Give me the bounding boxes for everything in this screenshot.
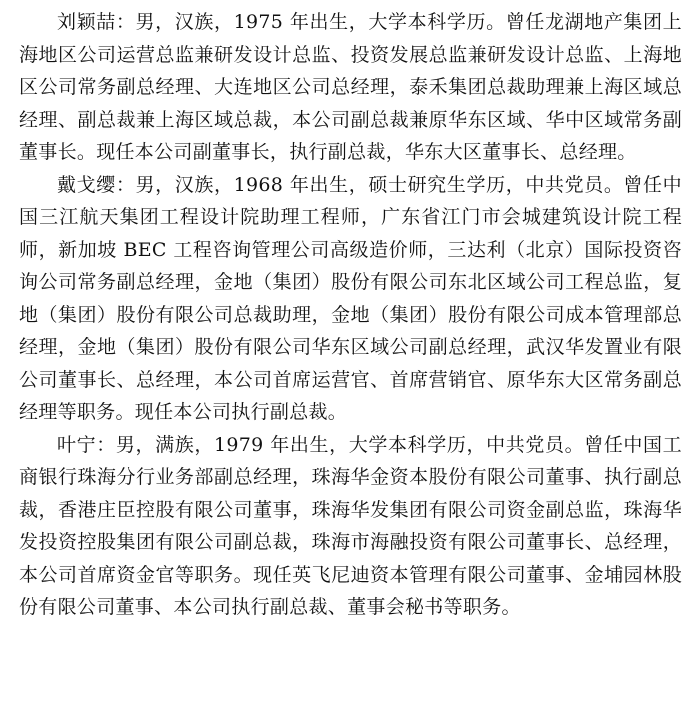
bio-paragraph-dai-geying: 戴戈缨：男，汉族，1968 年出生，硕士研究生学历，中共党员。曾任中国三江航天集团工程设计院助理工程师，广东省江门市会城建筑设计院工程师，新加坡 BEC 工程咨询管理公司高级造价师，三达利（北京）国际投资咨询公司常务副总经理，金地（集团）股份有限公司东北区域公司工程总监，复地（集团）股份有限公司总裁助理，金地（集团）股份有限公司成本管理部总经理，金地（集团）股份有限公司华东区域公司副总经理，武汉华发置业有限公司董事长、总经理，本公司首席运营官、首席营销官、原华东大区常务副总经理等职务。现任本公司执行副总裁。 — [19, 173, 682, 423]
document-body — [19, 6, 682, 624]
bio-paragraph-liu-yingzhe: 刘颖喆：男，汉族，1975 年出生，大学本科学历。曾任龙湖地产集团上海地区公司运营总监兼研发设计总监、投资发展总监兼研发设计总监、上海地区公司常务副总经理、大连地区公司总经理，泰禾集团总裁助理兼上海区域总经理、副总裁兼上海区域总裁，本公司副总裁兼原华东区域、华中区域常务副董事长。现任本公司副董事长，执行副总裁，华东大区董事长、总经理。 — [19, 11, 682, 163]
bio-paragraph-ye-ning: 叶宁：男，满族，1979 年出生，大学本科学历，中共党员。曾任中国工商银行珠海分行业务部副总经理，珠海华金资本股份有限公司董事、执行副总裁，香港庄臣控股有限公司董事，珠海华发集团有限公司资金副总监，珠海华发投资控股集团有限公司副总裁，珠海市海融投资有限公司董事长、总经理，本公司首席资金官等职务。现任英飞尼迪资本管理有限公司董事、金埔园林股份有限公司董事、本公司执行副总裁、董事会秘书等职务。 — [19, 433, 682, 618]
